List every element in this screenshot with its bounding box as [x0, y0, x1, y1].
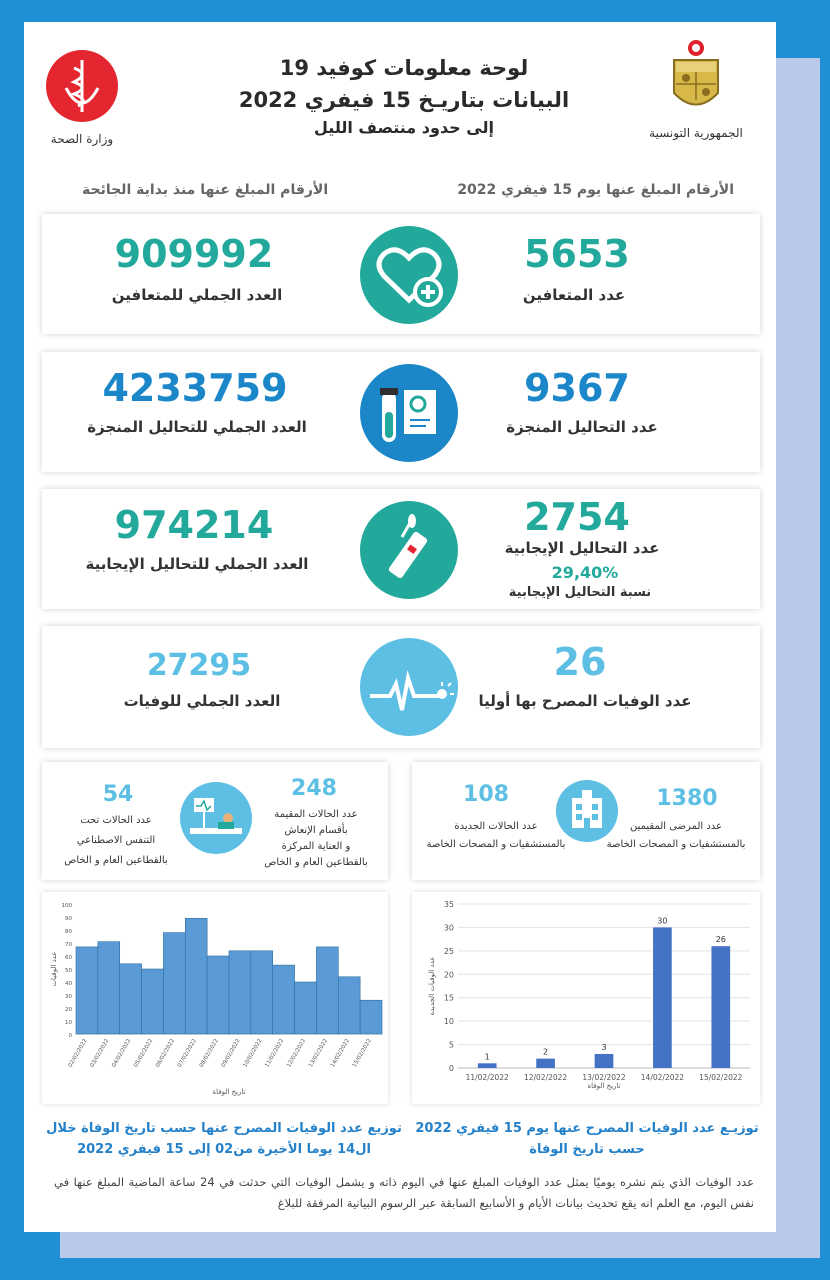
deaths-14-days-svg — [42, 892, 388, 1104]
icu-label-4: بالقطاعين العام و الخاص — [264, 857, 368, 868]
deaths-14-days-caption-line-2: ال14 يوما الأخيرة من02 إلى 15 فيفري 2022 — [77, 1142, 371, 1157]
tests-card — [42, 352, 760, 472]
data-label: 3 — [601, 1042, 607, 1052]
y-tick-label: 60 — [65, 955, 72, 961]
dashboard-page — [24, 22, 776, 1232]
icu-label-1: عدد الحالات المقيمة — [274, 809, 358, 820]
new-cases-label-2: بالمستشفيات و المصحات الخاصة — [426, 839, 566, 850]
x-tick-label: 13/02/2022 — [582, 1073, 626, 1082]
bar — [229, 951, 251, 1034]
daily-positive-value: 2754 — [524, 495, 630, 539]
x-axis-title: تاريخ الوفاة — [212, 1088, 246, 1096]
hospitalized-label-1: عدد المرضى المقيمين — [629, 821, 723, 832]
tunisia-emblem-icon — [666, 38, 726, 118]
icu-label-2: بأقسام الإنعاش — [284, 825, 348, 836]
y-tick-label: 10 — [65, 1020, 72, 1026]
positivity-rate-label: نسبة التحاليل الإيجابية — [508, 585, 652, 600]
test-tube-icon — [360, 364, 458, 462]
deaths-by-date-caption-line-1: توزيـع عدد الوفيات المصرح عنها يوم 15 فيفري 2022 — [415, 1121, 759, 1136]
y-axis-title: عدد الوفيات الجديدة — [428, 956, 436, 1016]
total-tests-label: العدد الجملي للتحاليل المنجزة — [87, 418, 307, 436]
x-tick-label: 14/02/2022 — [329, 1038, 351, 1069]
data-label: 30 — [657, 916, 668, 926]
bar — [711, 946, 730, 1068]
title-line-2: البيانات بتاريـخ 15 فيفري 2022 — [238, 88, 570, 112]
x-axis-title: تاريخ الوفاة — [587, 1082, 621, 1090]
x-tick-label: 08/02/2022 — [198, 1038, 220, 1069]
y-tick-label: 50 — [65, 968, 72, 974]
deaths-by-date-chart — [412, 892, 760, 1104]
y-tick-label: 25 — [443, 946, 454, 956]
hospitalized-value: 1380 — [656, 786, 718, 811]
y-tick-label: 5 — [448, 1040, 454, 1050]
bar — [316, 947, 338, 1034]
icu-card — [42, 762, 388, 880]
total-recoveries-value: 909992 — [114, 232, 274, 276]
total-deaths-label: العدد الجملي للوفيات — [123, 692, 281, 710]
bar — [98, 942, 120, 1034]
total-tests-value: 4233759 — [102, 366, 288, 410]
bar — [185, 918, 207, 1034]
rapid-test-icon — [360, 501, 458, 599]
y-tick-label: 0 — [448, 1064, 454, 1073]
x-tick-label: 10/02/2022 — [242, 1038, 264, 1069]
data-label: 26 — [715, 935, 726, 945]
x-tick-label: 05/02/2022 — [133, 1038, 155, 1069]
bar — [273, 965, 295, 1034]
y-tick-label: 100 — [61, 903, 72, 909]
icu-patient-icon — [180, 782, 252, 854]
total-positive-label: العدد الجملي للتحاليل الإيجابية — [85, 555, 309, 573]
recoveries-card — [42, 214, 760, 334]
icu-value: 248 — [291, 776, 337, 801]
y-tick-label: 40 — [65, 981, 72, 987]
republic-caption: الجمهورية التونسية — [649, 126, 743, 140]
total-positive-value: 974214 — [114, 503, 274, 547]
ventilated-label-3: بالقطاعين العام و الخاص — [64, 855, 168, 866]
total-deaths-value: 27295 — [146, 648, 252, 683]
bar — [120, 964, 142, 1034]
daily-tests-value: 9367 — [524, 366, 630, 410]
x-tick-label: 04/02/2022 — [111, 1038, 133, 1069]
x-tick-label: 09/02/2022 — [220, 1038, 242, 1069]
y-tick-label: 0 — [68, 1033, 72, 1039]
y-tick-label: 35 — [443, 900, 454, 909]
positive-tests-card — [42, 489, 760, 609]
daily-tests-label: عدد التحاليل المنجزة — [506, 418, 658, 436]
x-tick-label: 15/02/2022 — [351, 1038, 373, 1069]
x-tick-label: 12/02/2022 — [286, 1038, 308, 1069]
deaths-14-days-caption-line-1: توزيع عدد الوفيات المصرح عنها حسب تاريخ الوفاة خلال — [46, 1121, 402, 1136]
daily-deaths-label: عدد الوفيات المصرح بها أوليا — [478, 692, 692, 710]
x-tick-label: 15/02/2022 — [699, 1073, 743, 1082]
daily-positive-label: عدد التحاليل الإيجابية — [504, 539, 660, 557]
daily-recoveries-label: عدد المتعافين — [522, 286, 626, 304]
y-tick-label: 80 — [65, 929, 72, 935]
ministry-logo — [32, 48, 132, 146]
bar — [595, 1054, 614, 1068]
bar — [478, 1063, 497, 1068]
icu-label-3: و العناية المركزة — [281, 841, 351, 852]
x-tick-label: 13/02/2022 — [308, 1038, 330, 1069]
total-recoveries-label: العدد الجملي للمتعافين — [111, 286, 283, 304]
deaths-14-days-caption — [44, 1118, 404, 1160]
daily-recoveries-value: 5653 — [524, 232, 630, 276]
bar — [142, 969, 164, 1034]
y-tick-label: 20 — [443, 970, 454, 980]
x-tick-label: 11/02/2022 — [465, 1073, 509, 1082]
bar — [207, 956, 229, 1034]
x-tick-label: 14/02/2022 — [640, 1073, 685, 1082]
new-cases-value: 108 — [463, 782, 509, 807]
bar — [295, 982, 317, 1034]
ministry-of-health-icon — [44, 48, 120, 124]
y-tick-label: 30 — [65, 994, 72, 1000]
positivity-rate-value: 29,40% — [551, 563, 619, 582]
ventilated-label-1: عدد الحالات تحت — [80, 815, 152, 826]
y-tick-label: 70 — [65, 942, 72, 948]
bar — [163, 933, 185, 1034]
deaths-card — [42, 626, 760, 748]
y-tick-label: 30 — [443, 923, 454, 933]
ventilated-value: 54 — [102, 782, 134, 807]
methodology-note: عدد الوفيات الذي يتم نشره يوميًا يمثل عدد الوفيات المبلغ عنها في اليوم ذاته و يشمل الوفيات التي حدثت في 24 ساعة الماضية المبلغ عنها في نفس اليوم، مع العلم انه يقع تحديث بيانات الأيام و الأسابيع السابقة عبر الرسوم البيانية المرفقة للبلاغ — [54, 1175, 754, 1210]
bar — [76, 947, 98, 1034]
title-line-1: لوحة معلومات كوفيد 19 — [279, 56, 529, 80]
deaths-by-date-caption-line-2: حسب تاريخ الوفاة — [529, 1142, 645, 1157]
heart-plus-icon — [360, 226, 458, 324]
heartbeat-line-icon — [360, 638, 458, 736]
y-tick-label: 15 — [443, 993, 454, 1003]
deaths-by-date-svg — [412, 892, 760, 1104]
x-tick-label: 06/02/2022 — [155, 1038, 177, 1069]
x-tick-label: 03/02/2022 — [89, 1038, 111, 1069]
bar — [360, 1000, 382, 1034]
ministry-caption: وزارة الصحة — [50, 132, 114, 146]
total-column-heading: الأرقام المبلغ عنها منذ بداية الجائحة — [82, 182, 329, 198]
x-tick-label: 12/02/2022 — [523, 1073, 568, 1082]
y-tick-label: 90 — [65, 916, 72, 922]
hospital-card — [412, 762, 760, 880]
y-tick-label: 20 — [65, 1007, 72, 1013]
y-tick-label: 10 — [443, 1017, 454, 1027]
hospitalized-label-2: بالمستشفيات و المصحات الخاصة — [606, 839, 746, 850]
deaths-by-date-caption — [404, 1118, 770, 1160]
ventilated-label-2: التنفس الاصطناعي — [76, 835, 156, 846]
y-axis-title: عدد الوفيات — [50, 951, 58, 987]
title-line-3: إلى حدود منتصف الليل — [314, 118, 494, 137]
x-tick-label: 11/02/2022 — [264, 1038, 286, 1069]
x-tick-label: 02/02/2022 — [67, 1038, 89, 1069]
daily-column-heading: الأرقام المبلغ عنها يوم 15 فيفري 2022 — [457, 182, 734, 198]
data-label: 2 — [543, 1047, 549, 1057]
data-label: 1 — [484, 1052, 490, 1062]
bar — [338, 977, 360, 1034]
bar — [536, 1059, 555, 1068]
daily-deaths-value: 26 — [553, 640, 607, 684]
bar — [251, 951, 273, 1034]
x-tick-label: 07/02/2022 — [176, 1038, 198, 1069]
new-cases-label-1: عدد الحالات الجديدة — [454, 821, 538, 832]
bar — [653, 927, 672, 1068]
deaths-14-days-chart — [42, 892, 388, 1104]
republic-logo — [626, 38, 766, 140]
